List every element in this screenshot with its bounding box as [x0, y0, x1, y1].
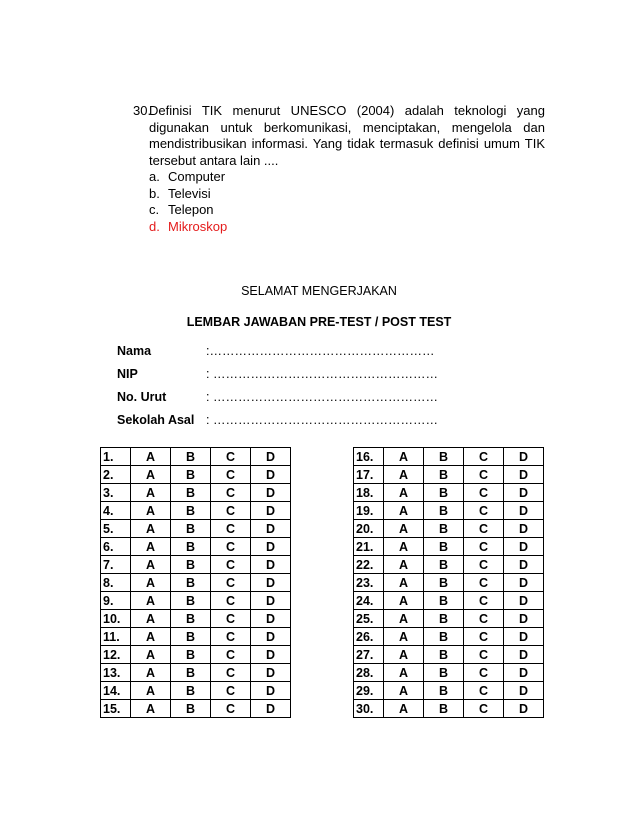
answer-choice-b[interactable]: B — [171, 700, 211, 718]
answer-choice-d[interactable]: D — [504, 448, 544, 466]
field-label: NIP — [117, 366, 138, 381]
answer-choice-c[interactable]: C — [464, 700, 504, 718]
identity-fields — [117, 339, 438, 431]
answer-choice-d[interactable]: D — [504, 502, 544, 520]
answer-choice-d[interactable]: D — [504, 646, 544, 664]
answer-choice-d[interactable]: D — [251, 574, 291, 592]
answer-choice-c[interactable]: C — [211, 520, 251, 538]
answer-choice-d[interactable]: D — [504, 574, 544, 592]
answer-row — [101, 628, 291, 646]
answer-choice-a[interactable]: A — [131, 682, 171, 700]
answer-choice-c[interactable]: C — [211, 502, 251, 520]
answer-choice-d[interactable]: D — [251, 520, 291, 538]
answer-choice-b[interactable]: B — [424, 448, 464, 466]
answer-choice-c[interactable]: C — [211, 574, 251, 592]
field-sekolah-asal[interactable] — [117, 408, 438, 431]
answer-row — [354, 646, 544, 664]
closing-message: SELAMAT MENGERJAKAN — [241, 284, 397, 298]
answer-number: 28. — [354, 664, 384, 682]
answer-row — [101, 502, 291, 520]
answer-number: 12. — [101, 646, 131, 664]
answer-choice-b[interactable]: B — [171, 592, 211, 610]
answer-choice-d[interactable]: D — [504, 628, 544, 646]
field-label: Nama — [117, 343, 152, 358]
answer-choice-a[interactable]: A — [131, 646, 171, 664]
answer-choice-a[interactable]: A — [384, 502, 424, 520]
answer-number: 20. — [354, 520, 384, 538]
answer-choice-a[interactable]: A — [384, 520, 424, 538]
answer-choice-d[interactable]: D — [504, 556, 544, 574]
answer-choice-b[interactable]: B — [171, 610, 211, 628]
option-d-correct — [149, 219, 545, 236]
answer-choice-b[interactable]: B — [171, 538, 211, 556]
question-line: digunakan untuk berkomunikasi, menciptakan, mengelola dan — [149, 119, 545, 135]
answer-choice-a[interactable]: A — [131, 520, 171, 538]
answer-choice-a[interactable]: A — [131, 664, 171, 682]
answer-choice-c[interactable]: C — [464, 484, 504, 502]
option-text: Computer — [168, 169, 226, 184]
answer-choice-b[interactable]: B — [424, 538, 464, 556]
option-letter: a. — [149, 169, 160, 184]
answer-number: 17. — [354, 466, 384, 484]
question-line: tersebut antara lain .... — [149, 152, 279, 168]
answer-choice-a[interactable]: A — [384, 538, 424, 556]
answer-row — [354, 700, 544, 718]
answer-choice-b[interactable]: B — [424, 664, 464, 682]
field-blank[interactable]: : ……………………………………………… — [206, 389, 438, 404]
answer-choice-b[interactable]: B — [171, 682, 211, 700]
answer-choice-a[interactable]: A — [384, 556, 424, 574]
answer-choice-c[interactable]: C — [211, 484, 251, 502]
answer-choice-c[interactable]: C — [211, 682, 251, 700]
option-letter: c. — [149, 202, 160, 217]
answer-choice-b[interactable]: B — [424, 610, 464, 628]
answer-choice-d[interactable]: D — [251, 466, 291, 484]
answer-choice-c[interactable]: C — [211, 538, 251, 556]
answer-choice-a[interactable]: A — [384, 574, 424, 592]
answer-number: 5. — [101, 520, 131, 538]
field-blank[interactable]: : ……………………………………………… — [206, 366, 438, 381]
answer-number: 19. — [354, 502, 384, 520]
answer-number: 30. — [354, 700, 384, 718]
answer-choice-a[interactable]: A — [131, 556, 171, 574]
answer-row — [101, 448, 291, 466]
answer-choice-d[interactable]: D — [251, 700, 291, 718]
answer-choice-b[interactable]: B — [171, 520, 211, 538]
answer-number: 6. — [101, 538, 131, 556]
field-label: No. Urut — [117, 389, 167, 404]
answer-choice-d[interactable]: D — [504, 520, 544, 538]
answer-options — [149, 169, 545, 235]
answer-choice-c[interactable]: C — [211, 466, 251, 484]
answer-choice-c[interactable]: C — [211, 592, 251, 610]
answer-choice-d[interactable]: D — [251, 448, 291, 466]
field-blank[interactable]: :……………………………………………… — [206, 343, 435, 358]
answer-row — [354, 664, 544, 682]
answer-choice-d[interactable]: D — [504, 466, 544, 484]
answer-row — [101, 610, 291, 628]
answer-choice-b[interactable]: B — [424, 484, 464, 502]
answer-row — [101, 520, 291, 538]
answer-choice-a[interactable]: A — [384, 592, 424, 610]
answer-row — [354, 610, 544, 628]
answer-choice-b[interactable]: B — [171, 466, 211, 484]
answer-row — [354, 502, 544, 520]
answer-choice-a[interactable]: A — [384, 664, 424, 682]
answer-choice-a[interactable]: A — [131, 538, 171, 556]
answer-choice-b[interactable]: B — [424, 556, 464, 574]
answer-row — [101, 664, 291, 682]
answer-choice-b[interactable]: B — [171, 574, 211, 592]
answer-row — [101, 646, 291, 664]
answer-choice-d[interactable]: D — [504, 664, 544, 682]
question-text — [149, 103, 545, 169]
answer-choice-c[interactable]: C — [464, 628, 504, 646]
option-text: Telepon — [168, 202, 214, 217]
answer-choice-d[interactable]: D — [251, 502, 291, 520]
answer-choice-b[interactable]: B — [424, 592, 464, 610]
field-nip[interactable] — [117, 362, 438, 385]
answer-number: 4. — [101, 502, 131, 520]
answer-choice-c[interactable]: C — [211, 448, 251, 466]
answer-choice-b[interactable]: B — [424, 646, 464, 664]
answer-choice-d[interactable]: D — [251, 538, 291, 556]
question-line: mendistribusikan informasi. Yang tidak termasuk definisi umum TIK — [149, 136, 545, 151]
answer-choice-b[interactable]: B — [171, 502, 211, 520]
answer-choice-a[interactable]: A — [131, 610, 171, 628]
answer-choice-c[interactable]: C — [464, 646, 504, 664]
answer-choice-a[interactable]: A — [131, 700, 171, 718]
answer-number: 10. — [101, 610, 131, 628]
answer-number: 1. — [101, 448, 131, 466]
option-text: Televisi — [168, 185, 211, 201]
answer-row — [101, 556, 291, 574]
answer-choice-a[interactable]: A — [131, 448, 171, 466]
answer-number: 22. — [354, 556, 384, 574]
option-letter: d. — [149, 218, 160, 234]
answer-row — [354, 556, 544, 574]
answer-choice-d[interactable]: D — [504, 700, 544, 718]
answer-number: 14. — [101, 682, 131, 700]
answer-choice-d[interactable]: D — [251, 556, 291, 574]
answer-choice-d[interactable]: D — [251, 682, 291, 700]
answer-choice-c[interactable]: C — [464, 448, 504, 466]
answer-row — [354, 538, 544, 556]
answer-choice-d[interactable]: D — [251, 628, 291, 646]
answer-number: 18. — [354, 484, 384, 502]
answer-choice-b[interactable]: B — [171, 448, 211, 466]
answer-row — [354, 448, 544, 466]
answer-number: 2. — [101, 466, 131, 484]
answer-number: 24. — [354, 592, 384, 610]
field-nama[interactable] — [117, 339, 438, 362]
answer-choice-d[interactable]: D — [251, 646, 291, 664]
answer-row — [101, 484, 291, 502]
answer-choice-c[interactable]: C — [464, 556, 504, 574]
answer-choice-c[interactable]: C — [211, 664, 251, 682]
answer-choice-b[interactable]: B — [171, 628, 211, 646]
answer-choice-d[interactable]: D — [251, 610, 291, 628]
answer-choice-b[interactable]: B — [424, 466, 464, 484]
answer-choice-c[interactable]: C — [211, 700, 251, 718]
answer-choice-c[interactable]: C — [464, 610, 504, 628]
answer-choice-c[interactable]: C — [464, 682, 504, 700]
answer-choice-a[interactable]: A — [384, 646, 424, 664]
answer-choice-a[interactable]: A — [131, 502, 171, 520]
answer-choice-b[interactable]: B — [424, 628, 464, 646]
answer-choice-c[interactable]: C — [211, 628, 251, 646]
answer-choice-d[interactable]: D — [251, 484, 291, 502]
answer-choice-b[interactable]: B — [171, 484, 211, 502]
answer-number: 25. — [354, 610, 384, 628]
answer-choice-d[interactable]: D — [251, 664, 291, 682]
field-label: Sekolah Asal — [117, 412, 195, 427]
answer-number: 9. — [101, 592, 131, 610]
answer-choice-a[interactable]: A — [384, 682, 424, 700]
answer-number: 16. — [354, 448, 384, 466]
field-blank[interactable]: : ……………………………………………… — [206, 412, 438, 427]
answer-choice-c[interactable]: C — [464, 592, 504, 610]
answer-number: 27. — [354, 646, 384, 664]
answer-row — [354, 520, 544, 538]
answer-choice-a[interactable]: A — [131, 628, 171, 646]
answer-choice-a[interactable]: A — [131, 574, 171, 592]
answer-choice-c[interactable]: C — [211, 646, 251, 664]
question-number: 30. — [133, 103, 152, 118]
answer-row — [101, 538, 291, 556]
answer-choice-c[interactable]: C — [464, 520, 504, 538]
option-b — [149, 186, 545, 203]
answer-number: 7. — [101, 556, 131, 574]
answer-choice-b[interactable]: B — [424, 700, 464, 718]
answer-choice-a[interactable]: A — [384, 466, 424, 484]
answer-choice-a[interactable]: A — [384, 448, 424, 466]
answer-choice-b[interactable]: B — [424, 520, 464, 538]
answer-number: 23. — [354, 574, 384, 592]
answer-row — [354, 682, 544, 700]
answer-choice-d[interactable]: D — [504, 538, 544, 556]
answer-choice-d[interactable]: D — [504, 682, 544, 700]
field-no-urut[interactable] — [117, 385, 438, 408]
answer-choice-c[interactable]: C — [464, 664, 504, 682]
answer-choice-c[interactable]: C — [464, 538, 504, 556]
answer-choice-c[interactable]: C — [211, 610, 251, 628]
answer-row — [101, 592, 291, 610]
answer-grid-right — [353, 447, 544, 718]
answer-choice-a[interactable]: A — [384, 610, 424, 628]
answer-choice-b[interactable]: B — [424, 682, 464, 700]
answer-choice-b[interactable]: B — [171, 646, 211, 664]
answer-number: 21. — [354, 538, 384, 556]
answer-number: 3. — [101, 484, 131, 502]
answer-choice-a[interactable]: A — [384, 484, 424, 502]
answer-choice-a[interactable]: A — [131, 466, 171, 484]
option-text: Mikroskop — [168, 218, 228, 234]
answer-choice-c[interactable]: C — [211, 556, 251, 574]
option-a — [149, 169, 545, 186]
option-letter: b. — [149, 185, 160, 201]
answer-row — [101, 574, 291, 592]
answer-choice-c[interactable]: C — [464, 466, 504, 484]
answer-number: 11. — [101, 628, 131, 646]
answer-number: 26. — [354, 628, 384, 646]
answer-choice-b[interactable]: B — [171, 664, 211, 682]
answer-row — [354, 574, 544, 592]
answer-row — [101, 700, 291, 718]
answer-choice-d[interactable]: D — [504, 592, 544, 610]
answer-choice-b[interactable]: B — [424, 502, 464, 520]
answer-row — [354, 592, 544, 610]
answer-choice-a[interactable]: A — [131, 592, 171, 610]
answer-grid-left — [100, 447, 291, 718]
answer-number: 15. — [101, 700, 131, 718]
answer-number: 13. — [101, 664, 131, 682]
question-line: Definisi TIK menurut UNESCO (2004) adalah teknologi yang — [149, 103, 545, 118]
answer-row — [354, 628, 544, 646]
answer-choice-c[interactable]: C — [464, 502, 504, 520]
answer-row — [354, 466, 544, 484]
answer-choice-d[interactable]: D — [504, 484, 544, 502]
answer-number: 8. — [101, 574, 131, 592]
answer-choice-a[interactable]: A — [384, 700, 424, 718]
question-30 — [133, 103, 545, 235]
answer-choice-c[interactable]: C — [464, 574, 504, 592]
option-c — [149, 202, 545, 219]
answer-row — [101, 466, 291, 484]
answer-choice-b[interactable]: B — [424, 574, 464, 592]
answer-sheet-title: LEMBAR JAWABAN PRE-TEST / POST TEST — [186, 315, 452, 329]
answer-row — [101, 682, 291, 700]
answer-choice-d[interactable]: D — [504, 610, 544, 628]
answer-choice-a[interactable]: A — [131, 484, 171, 502]
answer-choice-b[interactable]: B — [171, 556, 211, 574]
answer-number: 29. — [354, 682, 384, 700]
answer-row — [354, 484, 544, 502]
answer-choice-d[interactable]: D — [251, 592, 291, 610]
answer-choice-a[interactable]: A — [384, 628, 424, 646]
